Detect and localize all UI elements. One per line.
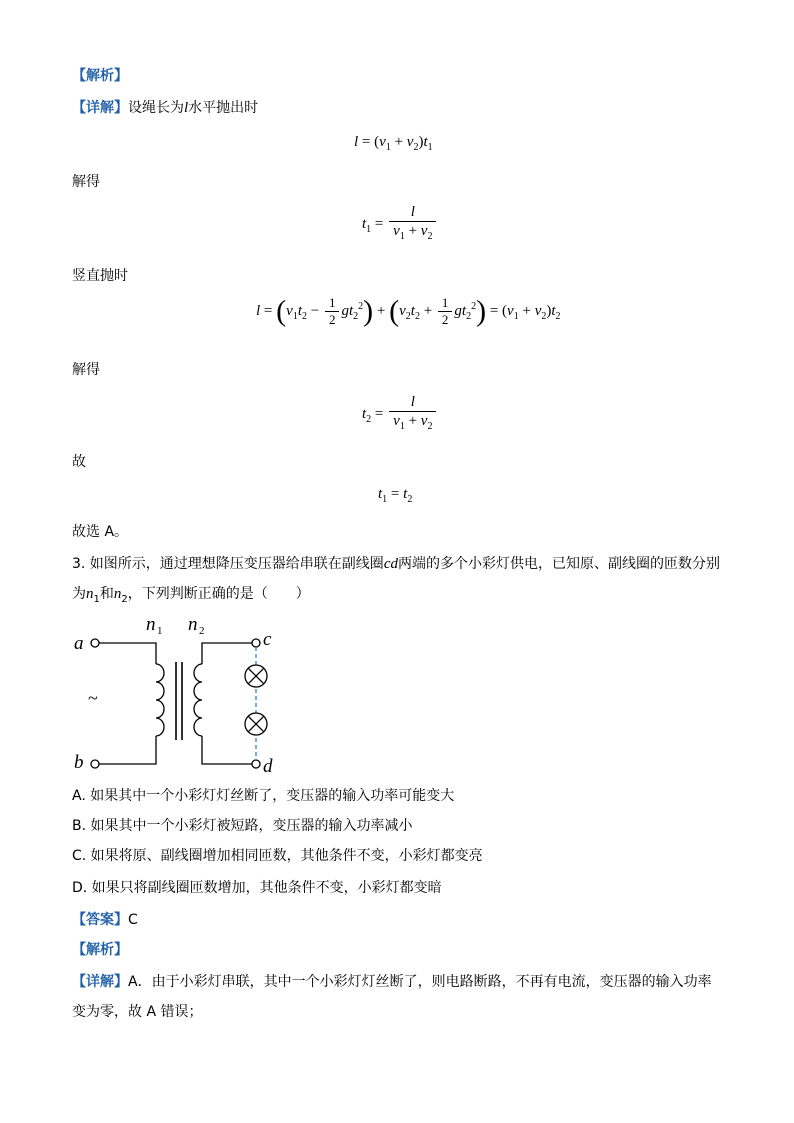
primary-coil <box>156 664 164 736</box>
label-d: d <box>263 756 273 777</box>
detail-text-b: 水平抛出时 <box>188 100 259 116</box>
transformer-circuit-diagram <box>70 612 290 777</box>
label-c: c <box>263 629 272 650</box>
q3-stem-line2 <box>72 584 310 610</box>
q3-n2-sub: 2 <box>121 593 128 605</box>
detail-q3-text1: A．由于小彩灯串联，其中一个小彩灯灯丝断了，则电路断路，不再有电流，变压器的输入功率 <box>128 974 712 990</box>
detail-text-a: 设绳长为 <box>128 100 184 116</box>
choice-line: 故选 A。 <box>72 524 129 540</box>
answer-tag: 【答案】 <box>72 912 128 928</box>
q3-n1-sub: 1 <box>93 593 100 605</box>
label-n2: n <box>188 614 198 635</box>
equation-horizontal: $l = (v_1 + v_2)t_1$ <box>354 134 433 153</box>
var-l: l <box>184 100 189 116</box>
detail-tag-2: 【详解】 <box>72 974 128 990</box>
detail-line-q3-2: 变为零，故 A 错误； <box>72 1004 203 1020</box>
terminal-c <box>252 639 260 647</box>
analysis-tag-2: 【解析】 <box>72 942 128 958</box>
lamp-1-icon <box>245 665 267 687</box>
label-n1-sub: 1 <box>157 625 163 637</box>
q3-stem-text1b: 两端的多个小彩灯供电，已知原、副线圈的匝数分别 <box>397 556 720 572</box>
answer-value: C <box>128 912 138 928</box>
label-b: b <box>74 752 84 773</box>
q3-stem-cd: cd <box>383 556 398 572</box>
detail-line-1 <box>72 98 258 118</box>
q3-n2: n <box>113 586 122 602</box>
secondary-coil <box>194 664 202 736</box>
solve-label-1: 解得 <box>72 174 100 190</box>
therefore-label: 故 <box>72 454 86 470</box>
detail-line-q3-1 <box>72 972 712 992</box>
equation-t1: $t_1$ = $\frac{l}{v_1 + v_2}$ <box>362 204 438 245</box>
vertical-throw-label: 竖直抛时 <box>72 268 128 284</box>
equation-vertical: $l = (v_1t_2$ − $\frac{1}{2}$ $gt_2^2) + (v_2t_2$ + $\frac{1}{2}$ $gt_2^2) = (v_1 + v_2)t_2$ <box>256 294 561 328</box>
terminal-a <box>91 639 99 647</box>
ac-source-symbol: ~ <box>88 688 98 708</box>
equation-t2: $t_2$ = $\frac{l}{v_1 + v_2}$ <box>362 394 438 435</box>
q3-stem-text2b: ，下列判断正确的是（ ） <box>127 586 310 602</box>
q3-and: 和 <box>99 586 114 602</box>
terminal-d <box>252 760 260 768</box>
label-n2-sub: 2 <box>199 625 205 637</box>
lamp-2-icon <box>245 713 267 735</box>
solve-label-2: 解得 <box>72 362 100 378</box>
answer-line <box>72 910 138 930</box>
label-n1: n <box>146 614 156 635</box>
option-a: A. 如果其中一个小彩灯灯丝断了，变压器的输入功率可能变大 <box>72 788 455 804</box>
equation-t1-equals-t2: $t_1 = t_2$ <box>378 486 413 505</box>
detail-tag-1: 【详解】 <box>72 100 128 116</box>
option-d: D. 如果只将副线圈匝数增加，其他条件不变，小彩灯都变暗 <box>72 880 442 896</box>
q3-n1: n <box>86 586 94 602</box>
q3-stem-text2a: 为 <box>72 586 86 602</box>
option-b: B. 如果其中一个小彩灯被短路，变压器的输入功率减小 <box>72 818 413 834</box>
q3-stem-text1: 3. 如图所示，通过理想降压变压器给串联在副线圈 <box>72 556 384 572</box>
label-a: a <box>74 633 84 654</box>
analysis-tag-1: 【解析】 <box>72 68 128 84</box>
option-c: C. 如果将原、副线圈增加相同匝数，其他条件不变，小彩灯都变亮 <box>72 848 483 864</box>
terminal-b <box>91 760 99 768</box>
q3-stem-line1 <box>72 554 720 574</box>
